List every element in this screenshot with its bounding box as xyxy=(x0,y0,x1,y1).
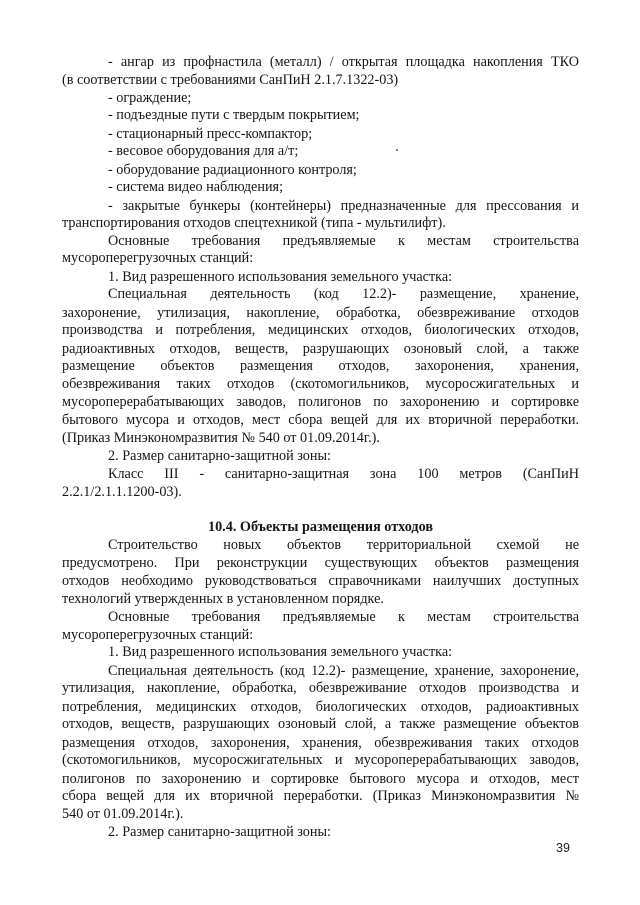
list-item: - стационарный пресс-компактор; xyxy=(108,125,313,142)
paragraph-line: Основные требования предъявляемые к местам строительства xyxy=(108,232,579,249)
paragraph-line: мусороперегрузочных станций: xyxy=(62,626,254,643)
numbered-item: 2. Размер санитарно-защитной зоны: xyxy=(108,824,331,840)
paragraph-line: захоронение, утилизация, накопление, обработка, обезвреживание отходов xyxy=(62,304,579,321)
paragraph-line: транспортирования отходов спецтехникой (типа - мультилифт). xyxy=(62,215,446,232)
paragraph-line: радиоактивных отходов, веществ, разрушающих озоновый слой, а также xyxy=(62,340,579,357)
paragraph-line: производства и потребления, медицинских отходов, биологических отходов, xyxy=(62,322,579,339)
paragraph-line: (скотомогильников, мусоросжигательных и мусороперерабатывающих заводов, xyxy=(62,752,579,769)
paragraph-line: мусороперерабатывающих заводов, полигонов по захоронению и сортировке xyxy=(62,393,579,410)
paragraph-line: полигонов по захоронению и сортировке бытового мусора и отходов, мест xyxy=(62,770,579,787)
paragraph-line: Специальная деятельность (код 12.2)- размещение, хранение, захоронение, xyxy=(108,662,579,679)
paragraph-line: Строительство новых объектов территориальной схемой не xyxy=(108,536,579,553)
numbered-item: 2. Размер санитарно-защитной зоны: xyxy=(108,448,331,465)
list-item: - система видео наблюдения; xyxy=(108,179,284,196)
paragraph-line: обезвреживания таких отходов (скотомогильников, мусоросжигательных и xyxy=(62,376,579,393)
paragraph-line: Класс III - санитарно-защитная зона 100 метров (СанПиН xyxy=(108,465,579,482)
paragraph-line: предусмотрено. При реконструкции существующих объектов размещения xyxy=(62,555,579,572)
numbered-item: 1. Вид разрешенного использования земельного участка: xyxy=(108,268,453,285)
list-item: - оборудование радиационного контроля; xyxy=(108,161,357,178)
section-title: 10.4. Объекты размещения отходов xyxy=(207,519,434,536)
list-item: - подъездные пути с твердым покрытием; xyxy=(108,107,360,124)
paragraph-line: размещение объектов размещения отходов, захоронения, хранения, xyxy=(62,358,579,374)
paragraph-line: технологий утвержденных в установленном порядке. xyxy=(62,591,384,607)
paragraph-line: Специальная деятельность (код 12.2)- размещение, хранение, xyxy=(108,286,579,303)
list-item: - закрытые бункеры (контейнеры) предназначенные для прессования и xyxy=(108,197,579,214)
paragraph-line: отходов, веществ, разрушающих озоновый слой, а также размещение объектов xyxy=(62,716,579,733)
paragraph-line: Основные требования предъявляемые к местам строительства xyxy=(108,608,579,625)
paragraph-line: - ангар из профнастила (металл) / открытая площадка накопления ТКО xyxy=(108,54,579,70)
paragraph-line: сбора вещей для их вторичной переработки. (Приказ Минэкономразвития № xyxy=(62,788,579,805)
paragraph-line: размещения отходов, захоронения, хранения, обезвреживания таких отходов xyxy=(62,734,579,751)
paragraph-line: потребления, медицинских отходов, биологических отходов, радиоактивных xyxy=(62,698,579,715)
paragraph-line: 2.2.1/2.1.1.1200-03). xyxy=(62,484,182,501)
paragraph-line: отходов необходимо руководствоваться справочниками наилучших доступных xyxy=(62,572,579,589)
list-item: - весовое оборудования для а/т; xyxy=(108,143,299,160)
page-number: 39 xyxy=(556,841,570,855)
paragraph-line: (Приказ Минэкономразвития № 540 от 01.09.2014г.). xyxy=(62,429,380,446)
scan-speck xyxy=(396,149,398,151)
paragraph-line: мусороперегрузочных станций: xyxy=(62,250,254,267)
paragraph-line: бытового мусора и отходов, мест сбора вещей для их вторичной переработки. xyxy=(62,412,579,429)
list-item: - ограждение; xyxy=(108,89,192,106)
numbered-item: 1. Вид разрешенного использования земельного участка: xyxy=(108,644,453,661)
paragraph-line: утилизация, накопление, обработка, обезвреживание отходов производства и xyxy=(62,680,579,697)
paragraph-line: (в соответствии с требованиями СанПиН 2.1.7.1322-03) xyxy=(62,71,399,88)
paragraph-line: 540 от 01.09.2014г.). xyxy=(62,805,184,822)
